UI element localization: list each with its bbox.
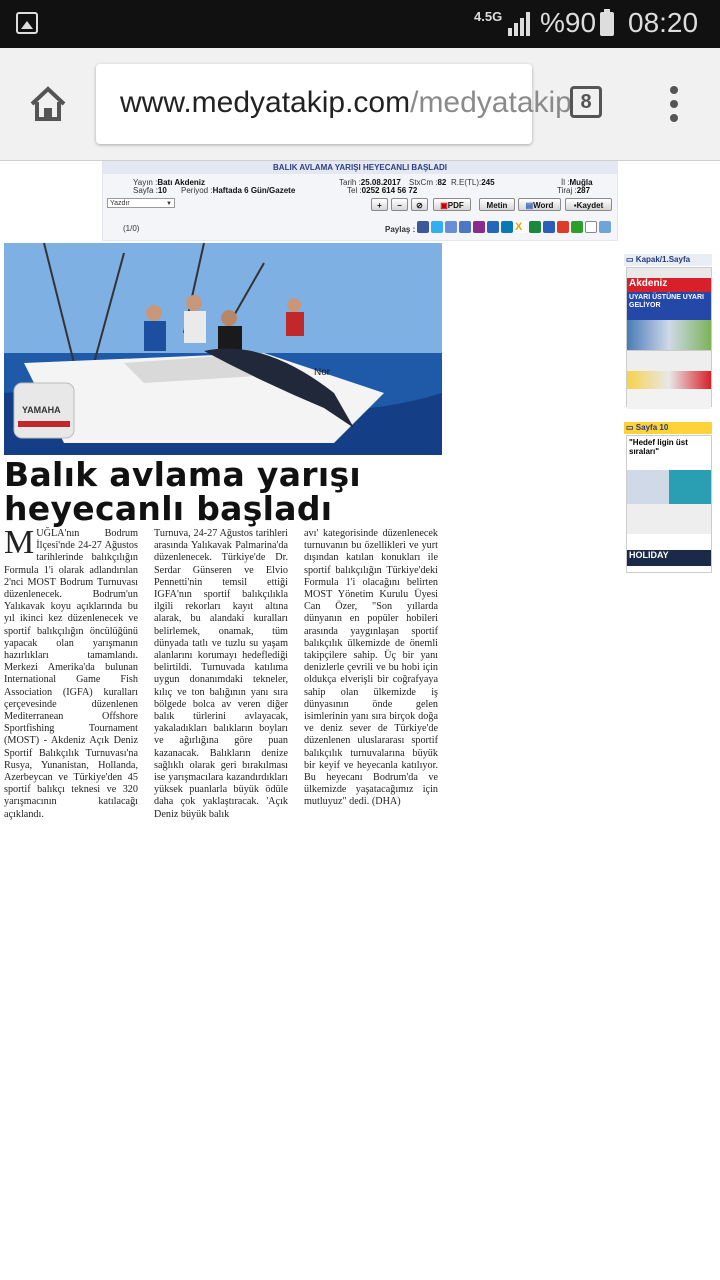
share-label: Paylaş : <box>385 225 416 234</box>
share-icon-3[interactable] <box>445 221 457 233</box>
share-icon-11[interactable] <box>557 221 569 233</box>
periyod-row: Periyod :Haftada 6 Gün/Gazete <box>181 186 296 195</box>
page-icon: ▭ <box>626 255 634 264</box>
tel-row: Tel :0252 614 56 72 <box>347 186 418 195</box>
browser-toolbar <box>0 48 720 161</box>
word-button[interactable]: ▤Word <box>518 198 561 211</box>
share-icon-x[interactable]: X <box>515 221 527 233</box>
stumbleupon-icon[interactable] <box>571 221 583 233</box>
article-column-3: avı' kategorisinde düzenlenecek turnuvanın bu özellikleri ve yurt dışından katılan konukları ile sportif balıkçılığın Türkiye'deki Formula 1'i olacağını belirten MOST Yönetim Kurulu Üyesi Can Özer, "Son yıllarda dünyanın en popüler hobileri arasında yaygınlaşan sportif balıkçılık ülkemizde de önemli takipçilere sahip. Üç bir yanı denizlerle çevrili ve bu hobi için oldukça elverişli bir coğrafyaya sahip olan ülkemizde iş dünyasının önde gelen isimlerinin yanı sıra birçok doğa ve deniz sever de Türkiye'de düzenlenen uluslararası sportif balıkçılık turnuvalarına büyük bir keyif ve heyecanla katılıyor. Bu heyecanı Bodrum'da ve ülkemizde yaşatacağımız için mutluyuz" dedi. (DHA) <box>304 528 438 808</box>
linkedin-icon[interactable] <box>501 221 513 233</box>
article-body <box>4 524 442 828</box>
thumb-label-sayfa10[interactable]: ▭ Sayfa 10 <box>624 422 712 434</box>
thumb-label-kapak[interactable]: ▭ Kapak/1.Sayfa <box>624 254 712 266</box>
metin-button[interactable]: Metin <box>479 198 515 211</box>
share-icon-9[interactable] <box>529 221 541 233</box>
thumb-sayfa10[interactable] <box>626 435 712 573</box>
clipping-header <box>102 161 618 241</box>
signal-icon <box>506 12 532 36</box>
google-icon[interactable] <box>459 221 471 233</box>
thumb2-ad: HOLIDAY <box>627 550 711 566</box>
headline-line-2: heyecanlı başladı <box>4 489 333 528</box>
page-counter: (1/0) <box>123 224 140 233</box>
delicious-icon[interactable] <box>585 221 597 233</box>
article-column-1: MUĞLA'nın Bodrum İlçesi'nde 24-27 Ağustos tarihlerinde balıkçılığın Formula 1'i olarak adlandırılan 2'nci MOST Bodrum Turnuvası düzenlenecek. Bodrum'un Yalıkavak koyu açıklarında bu yıl ikinci kez düzenlenecek ve sportif balıkçılığın öncülüğünü yapacak olan yarışmanın hazırlıkları tamamlandı. Merkezi Amerika'da bulunan International Game Fish Association (IGFA) kuralları çerçevesinde düzenlenen Mediterranean Offshore Sportfishing Tournament (MOST) - Akdeniz Açık Deniz Sportif Balıkçılık Turnuvası'na Rusya, Yunanistan, Hollanda, Azerbeycan ve Türkiye'den 45 sportif balıkçı teknesi ve 320 yarışmacının katılacağı açıklandı. <box>4 524 138 820</box>
il-row: İl :Muğla <box>561 178 593 187</box>
boat-name-text: Nor <box>314 367 331 378</box>
article-headline <box>4 455 442 528</box>
thumb1-headline: UYARI ÜSTÜNE UYARI GELİYOR <box>627 292 711 320</box>
zoom-in-button[interactable]: + <box>371 198 388 211</box>
twitter-icon[interactable] <box>431 221 443 233</box>
sayfa-row: Sayfa :10 <box>133 186 167 195</box>
page-icon: ▭ <box>626 423 634 432</box>
tiraj-row: Tiraj :287 <box>557 186 591 195</box>
url-path: /medyatakip <box>410 86 572 119</box>
address-bar[interactable] <box>96 64 572 144</box>
thumb1-masthead: Akdeniz <box>627 278 711 292</box>
word-icon: ▤ <box>525 201 534 210</box>
boat-fishing-illustration <box>4 243 442 455</box>
pdf-button[interactable]: ▣PDF <box>433 198 471 211</box>
share-icon-6[interactable] <box>487 221 499 233</box>
article-column-2: Turnuva, 24-27 Ağustos tarihleri arasında Yalıkavak Palmarina'da düzenlenecek. Türkiye'de Dr. Serdar Günseren ve Elvio Pennetti'nin temsil ettiği IGFA'nın sportif balıkçılıkla ilgili rekorları kayıt altına alarak, bu alandaki kuralları belirlemek, onamak, tüm dünyada tatlı ve tuzlu su yaşam alanlarını korumayı hedeflediği belirtildi. Turnuvada katılıma uygun donanımdaki tekneler, kılıç ve ton balığının yanı sıra bölgede bolca av veren diğer balık türlerini avlayacak, yakaladıkları balıkların boyları ve ağırlığına göre puan kazanacak. Balıkların denize sağlıklı olarak geri bırakılması ise yarışmacılara kazandırdıkları yüksek puanlarla büyük ödüle daha çok yaklaştıracak. 'Açık Deniz büyük balık <box>154 528 288 820</box>
overflow-menu-icon[interactable] <box>668 86 680 122</box>
status-bar <box>0 0 720 48</box>
print-select[interactable]: Yazdır ▼ <box>107 198 175 208</box>
rtl-row: R.E(TL):245 <box>451 178 495 187</box>
yayin-row: Yayın :Batı Akdeniz <box>133 178 206 187</box>
network-type: 4.5G <box>474 9 503 24</box>
engine-brand: YAMAHA <box>22 405 61 415</box>
pdf-icon: ▣ <box>440 201 448 210</box>
headline-line-1: Balık avlama yarışı <box>4 455 362 494</box>
drop-cap: M <box>4 524 35 561</box>
tarih-row: Tarih :25.08.2017 <box>339 178 401 187</box>
email-icon[interactable] <box>599 221 611 233</box>
clock: 08:20 <box>628 7 699 38</box>
clipping-title: BALIK AVLAMA YARIŞI HEYECANLI BAŞLADI <box>103 162 617 174</box>
article-photo <box>4 243 442 455</box>
kaydet-button[interactable]: ▪Kaydet <box>565 198 612 211</box>
gallery-notification-icon <box>16 12 38 34</box>
share-icon-5[interactable] <box>473 221 485 233</box>
reset-zoom-button[interactable]: ⊘ <box>411 198 428 211</box>
battery-percent: %90 <box>540 7 597 38</box>
share-icon-10[interactable] <box>543 221 555 233</box>
stxcm-row: StxCm :82 <box>409 178 447 187</box>
facebook-icon[interactable] <box>417 221 429 233</box>
home-icon[interactable] <box>28 84 68 124</box>
url-domain: www.medyatakip.com <box>120 86 411 119</box>
zoom-out-button[interactable]: − <box>391 198 408 211</box>
thumb2-headline: "Hedef ligin üst sıraları" <box>627 436 711 470</box>
battery-icon <box>600 12 614 36</box>
save-icon: ▪ <box>573 201 577 210</box>
tab-switcher-button[interactable]: 8 <box>570 86 602 118</box>
thumb-kapak[interactable] <box>626 267 712 407</box>
